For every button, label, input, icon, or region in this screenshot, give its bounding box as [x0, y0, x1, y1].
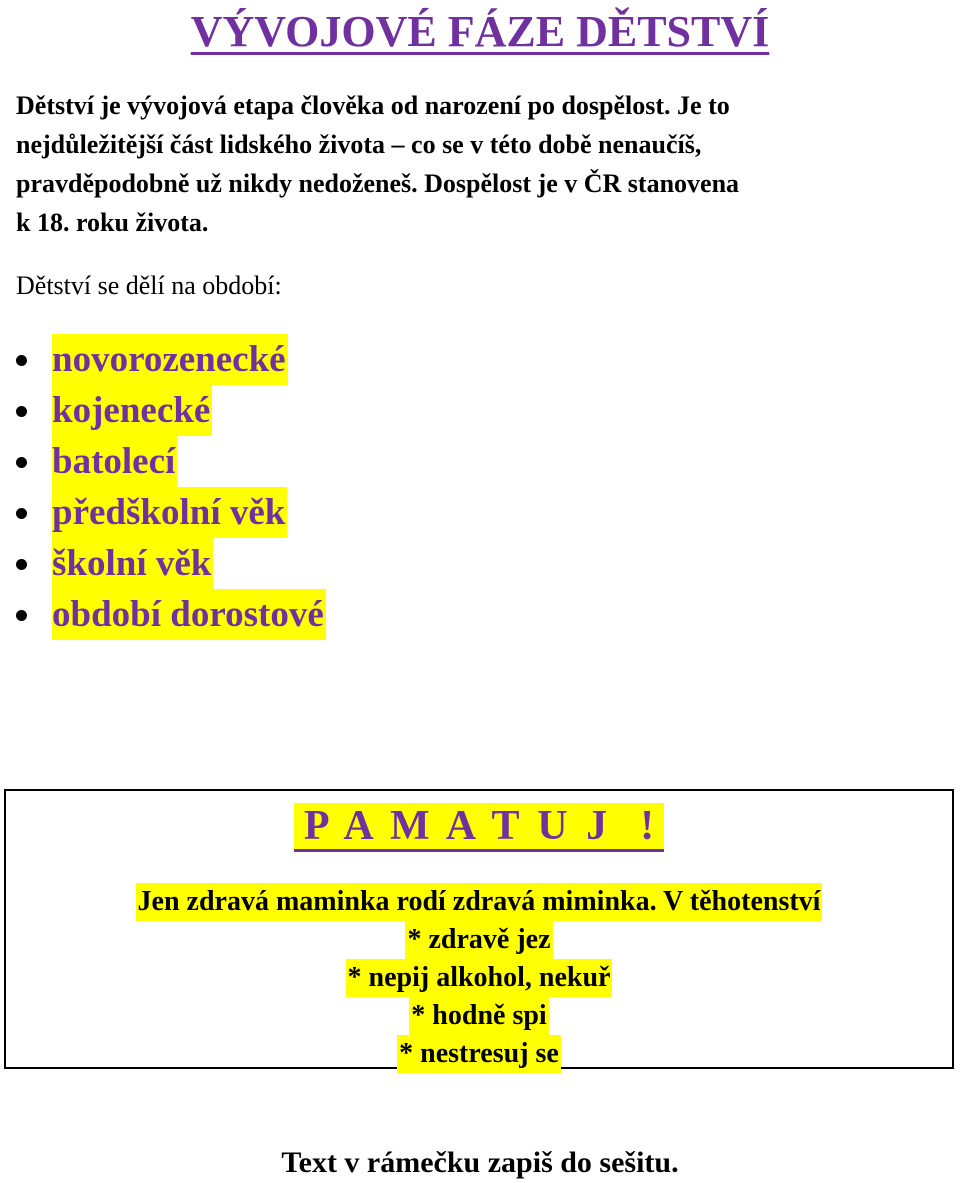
period-item — [0, 436, 326, 487]
remember-lines — [6, 883, 952, 1073]
bullet-icon — [16, 355, 27, 366]
remember-box — [4, 789, 954, 1069]
intro-line: pravděpodobně už nikdy nedoženeš. Dospělost je v ČR stanovena — [16, 169, 740, 198]
bullet-icon — [16, 610, 27, 621]
period-item — [0, 334, 326, 385]
period-item — [0, 385, 326, 436]
remember-line: * nestresuj se — [397, 1035, 561, 1073]
period-item — [0, 589, 326, 640]
remember-heading-wrap — [6, 803, 952, 852]
bullet-icon — [16, 406, 27, 417]
period-label: období dorostové — [52, 589, 326, 640]
bullet-icon — [16, 457, 27, 468]
intro-line: k 18. roku života. — [16, 208, 209, 237]
bullet-icon — [16, 559, 27, 570]
period-label: kojenecké — [52, 385, 212, 436]
bullet-icon — [16, 508, 27, 519]
remember-heading: P A M A T U J ! — [294, 803, 664, 852]
remember-line: Jen zdravá maminka rodí zdravá miminka. V těhotenství — [136, 883, 823, 921]
footer-note: Text v rámečku zapiš do sešitu. — [281, 1146, 679, 1179]
remember-line: * hodně spi — [409, 997, 548, 1035]
period-item — [0, 538, 326, 589]
intro-line: nejdůležitější část lidského života – co se v této době nenaučíš, — [16, 130, 702, 159]
period-label: batolecí — [52, 436, 177, 487]
period-label: novorozenecké — [52, 334, 288, 385]
period-item — [0, 487, 326, 538]
remember-line: * zdravě jez — [405, 921, 552, 959]
page-title: VÝVOJOVÉ FÁZE DĚTSTVÍ — [190, 7, 770, 56]
intro-paragraph — [16, 86, 946, 242]
period-list — [0, 334, 326, 640]
period-label: předškolní věk — [52, 487, 287, 538]
division-text: Dětství se dělí na období: — [16, 271, 282, 300]
intro-line: Dětství je vývojová etapa člověka od narození po dospělost. Je to — [16, 91, 730, 120]
period-label: školní věk — [52, 538, 213, 589]
remember-line: * nepij alkohol, nekuř — [346, 959, 613, 997]
